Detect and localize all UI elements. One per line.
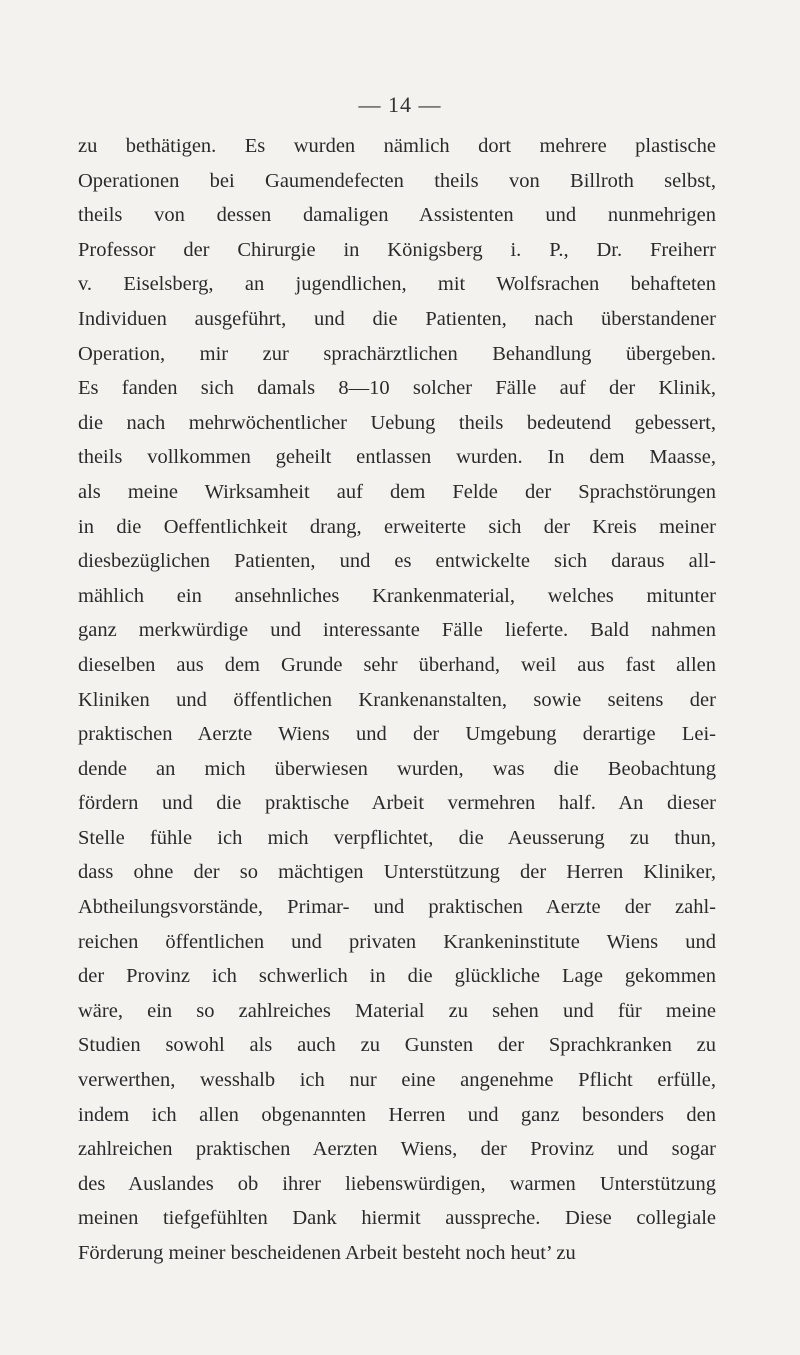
text-line: mählich ein ansehnliches Krankenmaterial, welches mitunter xyxy=(78,584,716,607)
text-line: als meine Wirksamheit auf dem Felde der Sprachstörungen xyxy=(78,480,716,503)
text-line: zahlreichen praktischen Aerzten Wiens, der Provinz und sogar xyxy=(78,1138,716,1161)
text-line: fördern und die praktische Arbeit vermehren half. An dieser xyxy=(78,792,716,815)
body-text xyxy=(78,129,716,1271)
text-line: Studien sowohl als auch zu Gunsten der Sprachkranken zu xyxy=(78,1034,716,1057)
text-line: verwerthen, wesshalb ich nur eine angenehme Pflicht erfülle, xyxy=(78,1069,716,1092)
text-line: Operation, mir zur sprachärztlichen Behandlung übergeben. xyxy=(78,342,716,365)
text-line: der Provinz ich schwerlich in die glückliche Lage gekommen xyxy=(78,965,716,988)
text-line: theils von dessen damaligen Assistenten und nunmehrigen xyxy=(78,204,716,227)
text-line: ganz merkwürdige und interessante Fälle lieferte. Bald nahmen xyxy=(78,619,716,642)
text-line: zu bethätigen. Es wurden nämlich dort mehrere plastische xyxy=(78,135,716,157)
text-line: die nach mehrwöchentlicher Uebung theils bedeutend gebessert, xyxy=(78,411,716,434)
text-line: Individuen ausgeführt, und die Patienten, nach überstandener xyxy=(78,307,716,330)
text-line: indem ich allen obgenannten Herren und ganz besonders den xyxy=(78,1103,716,1126)
text-line: Kliniken und öffentlichen Krankenanstalten, sowie seitens der xyxy=(78,688,716,711)
text-line: Es fanden sich damals 8—10 solcher Fälle auf der Klinik, xyxy=(78,377,716,400)
text-line: Professor der Chirurgie in Königsberg i. P., Dr. Freiherr xyxy=(78,238,716,261)
text-line: Operationen bei Gaumendefecten theils von Billroth selbst, xyxy=(78,169,716,192)
page-number-header: — 14 — xyxy=(358,92,442,117)
text-line: wäre, ein so zahlreiches Material zu sehen und für meine xyxy=(78,999,716,1022)
text-line: reichen öffentlichen und privaten Krankeninstitute Wiens und xyxy=(78,930,716,953)
text-line: dieselben aus dem Grunde sehr überhand, weil aus fast allen xyxy=(78,653,716,676)
text-line: Abtheilungsvorstände, Primar- und praktischen Aerzte der zahl- xyxy=(78,896,716,919)
text-line: des Auslandes ob ihrer liebenswürdigen, warmen Unterstützung xyxy=(78,1172,716,1195)
text-line: praktischen Aerzte Wiens und der Umgebung derartige Lei- xyxy=(78,723,716,746)
text-line: diesbezüglichen Patienten, und es entwickelte sich daraus all- xyxy=(78,550,716,573)
text-line: dende an mich überwiesen wurden, was die Beobachtung xyxy=(78,757,716,780)
text-line: v. Eiselsberg, an jugendlichen, mit Wolfsrachen behafteten xyxy=(78,273,716,296)
text-line: in die Oeffentlichkeit drang, erweiterte sich der Kreis meiner xyxy=(78,515,716,538)
text-line: theils vollkommen geheilt entlassen wurden. In dem Maasse, xyxy=(78,446,716,469)
text-line: Stelle fühle ich mich verpflichtet, die Aeusserung zu thun, xyxy=(78,826,716,849)
text-line: Förderung meiner bescheidenen Arbeit besteht noch heut’ zu xyxy=(78,1242,576,1264)
text-line: meinen tiefgefühlten Dank hiermit ausspreche. Diese collegiale xyxy=(78,1207,716,1230)
text-line: dass ohne der so mächtigen Unterstützung der Herren Kliniker, xyxy=(78,861,716,884)
